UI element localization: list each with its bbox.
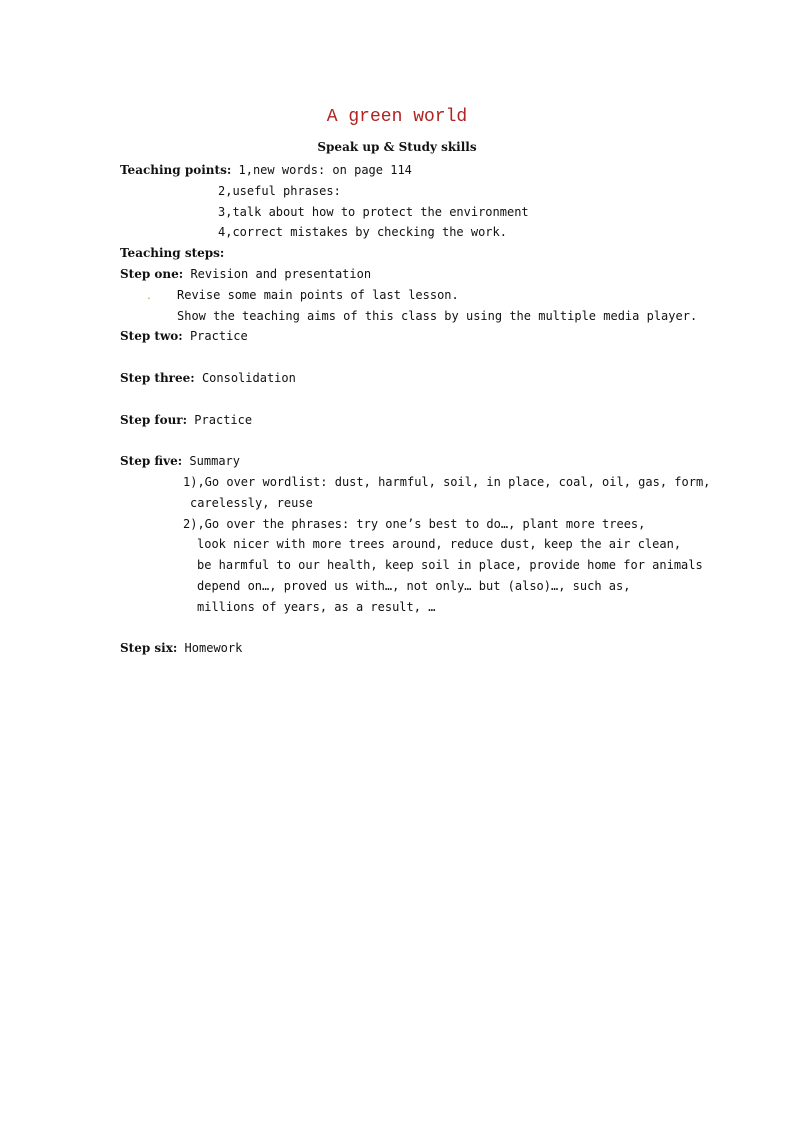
summary-item-2-line-2: look nicer with more trees around, reduce dust, keep the air clean, <box>197 537 682 551</box>
teaching-point-2: 2,useful phrases: <box>218 184 341 198</box>
step-two-label: Step two: <box>120 329 183 343</box>
step-five-row <box>120 453 240 469</box>
step-two-text: Practice <box>189 329 248 343</box>
step-two-row <box>120 328 248 344</box>
step-six-text: Homework <box>184 641 243 655</box>
teaching-point-4: 4,correct mistakes by checking the work. <box>218 225 507 239</box>
step-one-sub-1: Revise some main points of last lesson. <box>177 288 459 302</box>
teaching-point-3: 3,talk about how to protect the environment <box>218 205 529 219</box>
bullet-marker: . <box>146 291 153 302</box>
teaching-point-1: 1,new words: on page 114 <box>238 163 412 177</box>
step-one-row <box>120 266 371 282</box>
summary-item-2-line-1: 2),Go over the phrases: try one’s best to do…, plant more trees, <box>183 517 646 531</box>
step-four-text: Practice <box>194 413 253 427</box>
step-five-label: Step five: <box>120 454 183 468</box>
step-five-text: Summary <box>189 454 240 468</box>
summary-item-1-line-1: 1),Go over wordlist: dust, harmful, soil, in place, coal, oil, gas, form, <box>183 475 711 489</box>
step-six-row <box>120 640 242 656</box>
step-one-label: Step one: <box>120 267 184 281</box>
summary-item-1-line-2: carelessly, reuse <box>190 496 313 510</box>
step-four-row <box>120 412 252 428</box>
step-six-label: Step six: <box>120 641 178 655</box>
summary-item-2-line-5: millions of years, as a result, … <box>197 600 436 614</box>
step-three-label: Step three: <box>120 371 195 385</box>
teaching-points-row <box>120 162 412 178</box>
step-one-text: Revision and presentation <box>190 267 372 281</box>
step-three-row <box>120 370 296 386</box>
step-three-text: Consolidation <box>201 371 296 385</box>
summary-item-2-line-3: be harmful to our health, keep soil in place, provide home for animals <box>197 558 703 572</box>
document-title: A green world <box>326 107 468 127</box>
teaching-steps-label: Teaching steps: <box>120 246 225 260</box>
teaching-points-label: Teaching points: <box>120 163 232 177</box>
document-subtitle: Speak up & Study skills <box>317 140 477 154</box>
summary-item-2-line-4: depend on…, proved us with…, not only… but (also)…, such as, <box>197 579 631 593</box>
step-four-label: Step four: <box>120 413 188 427</box>
step-one-sub-2: Show the teaching aims of this class by using the multiple media player. <box>177 309 698 323</box>
